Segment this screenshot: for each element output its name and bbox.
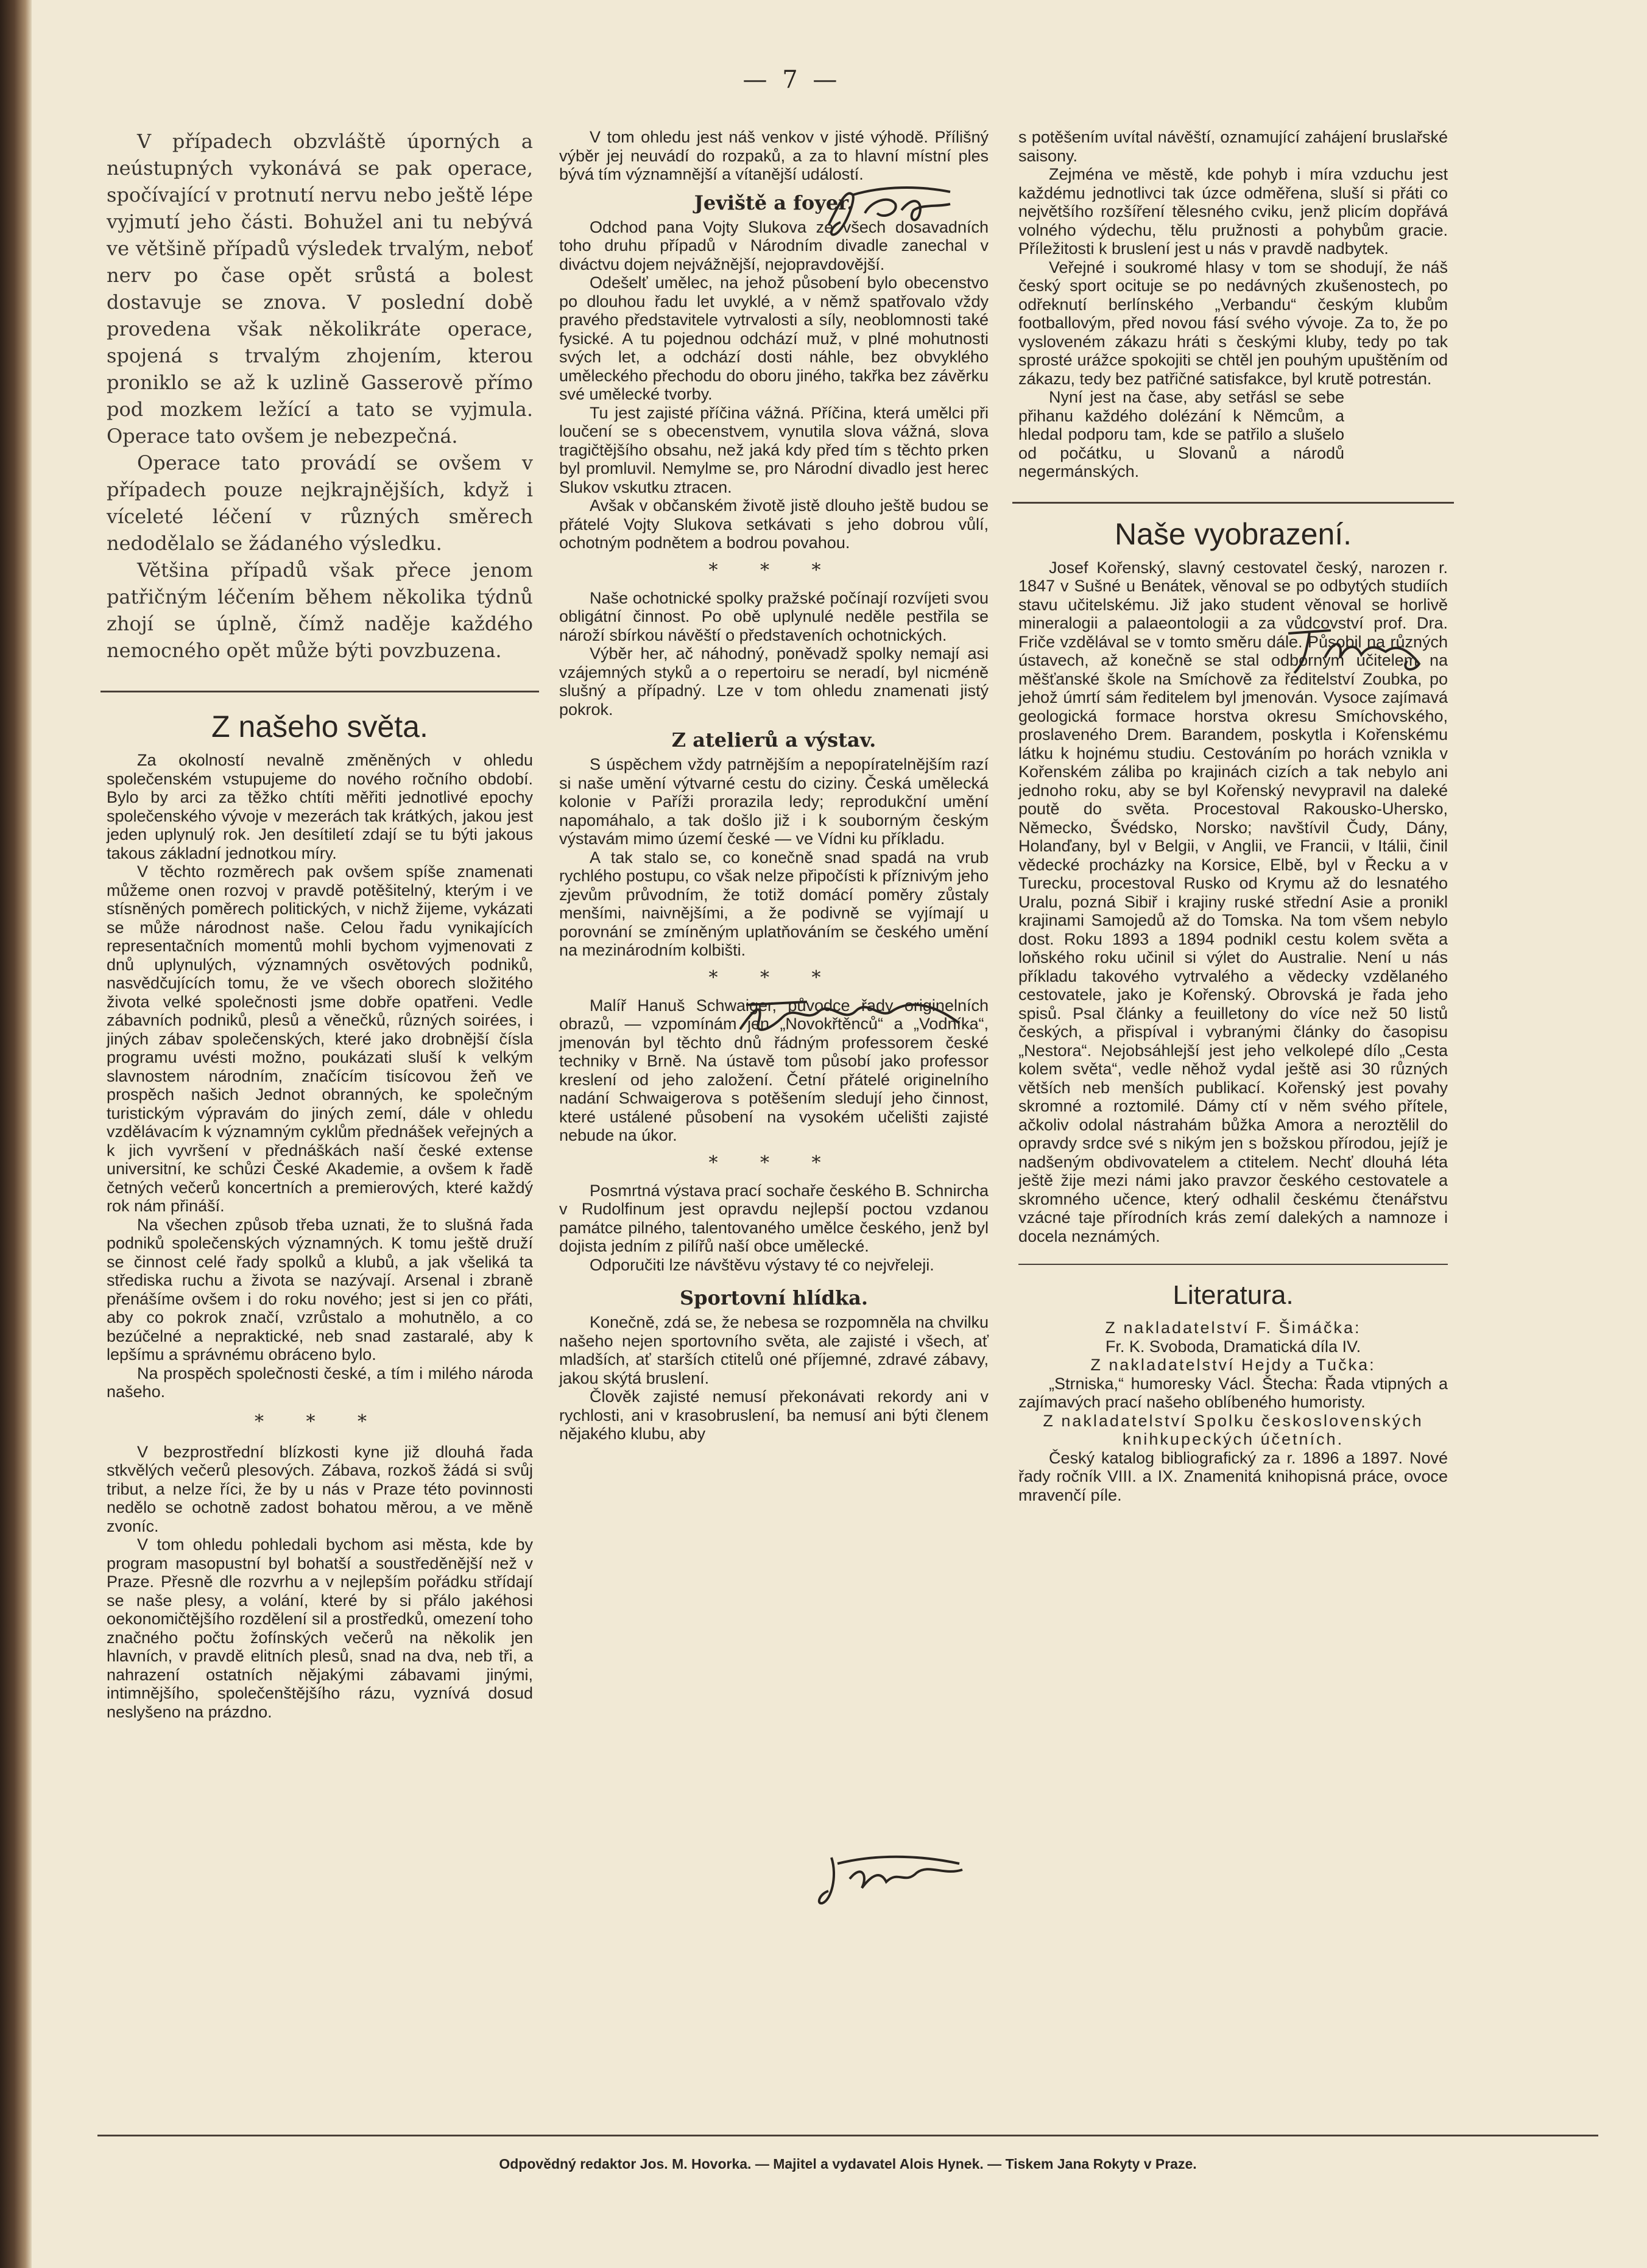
section-title-jeviste: Jeviště a foyer. xyxy=(694,191,854,214)
column-1 xyxy=(107,128,533,1721)
column-3 xyxy=(1018,128,1448,1504)
imprint-footer: Odpovědný redaktor Jos. M. Hovorka. — Majitel a vydavatel Alois Hynek. — Tiskem Jana Rokyty v Praze. xyxy=(499,2156,1197,2172)
section-title-sport: Sportovní hlídka. xyxy=(680,1286,868,1309)
signature-image xyxy=(1276,615,1428,682)
medical-paragraph: Většina případů však přece jenom patřičným léčením během několika týdnů zhojí se úplně, čímž naděje každého nemocného opět může býti povzbuzena. xyxy=(107,558,533,662)
column-2 xyxy=(559,128,989,1443)
signature-image xyxy=(734,987,965,1041)
article-paragraph: Odešelť umělec, na jehož působení bylo obecenstvo po dlouhou řadu let uvyklé, a v němž spatřovalo vždy pravého představitele vytrvalosti a síly, neoblomnosti také fysické. A tu pojednou odchází muž, v plné mohutnosti svých let, a odchází dosti náhle, bez obvyklého uměleckého přechodu do oboru jiného, takřka bez závěrku své umělecké tvorby. xyxy=(559,273,989,403)
article-paragraph: Zejména ve městě, kde pohyb i míra vzduchu jest každému jednotlivci tak úzce odměřena, sluší si přáti co největšího rozšíření tělesného cviku, jenž plicím dopřává volného výdechu, tělu pružnosti a pohybům gracie. Příležitosti k bruslení jest u nás v pravdě nadbytek. xyxy=(1018,165,1448,258)
section-stars: * * * xyxy=(254,1410,386,1432)
section-stars: * * * xyxy=(708,967,839,988)
section-title-literatura: Literatura. xyxy=(1173,1280,1294,1310)
article-paragraph: Posmrtná výstava prací sochaře českého B. Schnircha v Rudolfinum jest opravdu nejlepší poctou vzdanou památce pilného, talentovaného umělce českého, jenž byl dojista jedním z pilířů naší obce umělecké. xyxy=(559,1181,989,1255)
medical-paragraph: Operace tato provádí se ovšem v případech pouze nejkrajnějších, když i víceleté léčení v různých směrech nedodělalo se žádaného výsledku. xyxy=(107,451,533,555)
literature-publisher: Z nakladatelství Hejdy a Tučka: xyxy=(1090,1356,1376,1374)
article-paragraph: V těchto rozměrech pak ovšem spíše znamenati můžeme onen rozvoj v pravdě potěšitelný, kterým i ve stísněných poměrech politických, v nichž žijeme, vykázati se může národnost naše. Celou řadu vynikajících representačních momentů mohli bychom vyjmenovati z dnů uplynulých, významných osvětových podniků, nasvědčujících tomu, že ve všech oborech složitého života velké společnosti jsme dobře opatřeni. Vedle zábavních podniků, plesů a věnečků, různých soirées, i jiných zábav společenských, které jako drobnější čísla programu uvésti možno, poukázati sluší k velkým slavnostem národním, značícím tisícovou žeň ve prospěch našich Jednot obranných, ke společným turistickým výpravám do jiných zemí, dále v ohledu vzdělávacím k významným cyklům přednášek veřejných a k jich vyvršení v přednáškách naší české extense universitní, ke schůzi České Akademie, a ovšem k řadě četných večerů koncertních a premierových, které každý rok nám přináší. xyxy=(107,862,533,1215)
literature-work: Fr. K. Svoboda, Dramatická díla IV. xyxy=(1105,1337,1361,1356)
literature-work: „Strniska,“ humoresky Václ. Štecha: Řada vtipných a zajímavých prací našeho oblíbeného humoristy. xyxy=(1018,1374,1448,1411)
literature-publisher: Z nakladatelství F. Šimáčka: xyxy=(1105,1319,1361,1337)
section-title-atelier: Z atelierů a výstav. xyxy=(671,728,876,752)
article-paragraph: A tak stalo se, co konečně snad spadá na vrub rychlého postupu, co však nelze připočísti k příznivým jeho zjevům průvodním, že totiž domácí poměry zůstaly menšími, naivnějšími, a že podivně se vyjímají u porovnání se zmíněným uplatňováním se českého umění na mezinárodním kolbišti. xyxy=(559,848,989,959)
article-paragraph: Tu jest zajisté příčina vážná. Příčina, která umělci při loučení se s obecenstvem, vynutila slova vážná, slova tragičtějšího obsahu, než jaká kdy před tím s těchto prken byl promluvil. Nemylme se, pro Národní divadlo jest herec Slukov vskutku ztracen. xyxy=(559,403,989,496)
article-paragraph: Josef Kořenský, slavný cestovatel český, narozen r. 1847 v Sušné u Benátek, věnoval se po odbytých studiích stavu učitelskému. Již jako student věnoval se horlivě mineralogii a palaeontologii a za vůdcovství prof. Dra. Friče vzdělával se v tomto směru dále. Působil na různých ústavech, až konečně se stal odborným učitelem na měšťanské škole na Smíchově za ředitelství Zoubka, po jehož úmrtí sám ředitelem byl jmenován. Vysoce zajímavá geologická formace horstva okresu Smíchovského, proslaveného Drem. Barandem, poskytla i Kořenskému látku k hojnému studiu. Cestováním po horách vznikla v Kořenském záliba po krajinách cizích a tak nebylo ani jednoho roku, aby se byl Kořenský nevypravil na daleké poutě do světa. Procestoval Rakousko-Uhersko, Německo, Švédsko, Norsko; navštívil Čudy, Dány, Holanďany, byl v Belgii, v Anglii, ve Francii, v Itálii, činil vědecké procházky na Korsice, Elbě, byl v Řecku a v Turecku, procestoval Rusko od Krymu až do lesnatého Uralu, pozná Sibiř i krajiny ruské střední Asie a pronikl krajinami Samojedů až do Tomska. Na tom všem nebylo dost. Roku 1893 a 1894 podnikl cestu kolem světa a loňského roku učinil si výlet do Australie. Není u nás příkladu takového vytrvalého a vědecky vzdělaného cestovatele, jako je Kořenský. Obrovská je řada jeho spisů. Psal články a feuilletony do více než 50 listů českých, a přispíval i vybranými články do časopisu „Nestora“. Nejobsáhlejší jest jeho velkolepé dílo „Cesta kolem světa“, vedle něhož vydal ještě asi 30 různých větších neb menších publikací. Kořenský jest povahy skromné a roztomilé. Dámy ctí v něm svého přítele, ačkoliv odolal nástrahám bůžka Amora a neroztělil do opravdy srdce své s nikým jen s božskou přírodou, jejíž je nadšeným obdivovatelem a ctitelem. Nechť dlouhá léta ještě žije mezi námi jako pravzor českého cestovatele a skromného učence, který odhalil českému čtenářstvu vzácné taje přírodních krás zemí dalekých a namnoze i docela neznámých. xyxy=(1018,558,1448,1245)
footer-rule xyxy=(97,2135,1598,2136)
article-paragraph: Na prospěch společnosti české, a tím i milého národa našeho. xyxy=(107,1364,533,1401)
article-paragraph: Výběr her, ač náhodný, poněvadž spolky nemají asi vzájemných styků a o repertoiru se neradí, byl nicméně slušný a případný. Lze v tom ohledu znamenati jistý pokrok. xyxy=(559,644,989,719)
section-title-nasi-svet: Z našeho světa. xyxy=(211,710,428,744)
article-paragraph: Odporučiti lze návštěvu výstavy té co nejvřeleji. xyxy=(590,1255,934,1274)
literature-work: Český katalog bibliografický za r. 1896 a 1897. Nové řady ročník VIII. a IX. Znamenitá knihopisná práce, ovoce mravenčí píle. xyxy=(1018,1448,1448,1504)
article-paragraph: Naše ochotnické spolky pražské počínají rozvíjeti svou obligátní činnost. Po obě uplynulé neděle pestřila se nároží sbírkou návěští o představeních ochotnických. xyxy=(559,588,989,644)
article-paragraph: V tom ohledu pohledali bychom asi města, kde by program masopustní byl bohatší a soustředěnější než v Praze. Přesně dle rozvrhu a v nejlepším pořádku střídají se naše plesy, a volání, které by si přálo jakéhosi oekonomičtějšího rozdělení sil a prostředků, omezení toho značného počtu žofínských večerů na několik jen hlavních, v pravdě elitních plesů, snad na dva, neb tři, a nahrazení ostatních nějakými zábavami jinými, intimnějšího, společenštějšího rázu, vyznívá dosud neslyšeno na prázdno. xyxy=(107,1535,533,1721)
section-stars: * * * xyxy=(708,1152,839,1174)
article-paragraph: V tom ohledu jest náš venkov v jisté výhodě. Přílišný výběr jej neuvádí do rozpaků, a za to hlavní místní ples bývá tím významnější a vítanější událostí. xyxy=(559,128,989,183)
signature-image xyxy=(813,1845,972,1912)
article-paragraph: s potěšením uvítal návěští, oznamující zahájení bruslařské saisony. xyxy=(1018,128,1448,165)
article-paragraph: Za okolností nevalně změněných v ohledu společenském vstupujeme do nového ročního období. Bylo by arci za těžko chtíti měřiti jednotlivé epochy společenského vývoje v mezerách tak krátkých, jakou jest jeden uplynulý rok. Jen desítiletí zdají se tu býti jakous takous základní jednotkou míry. xyxy=(107,751,533,862)
article-paragraph: Nyní jest na čase, aby setřásl se sebe přihanu každého dolézání k Němcům, a hledal podporu tam, kde se patřilo a slušelo od počátku, u Slovanů a národů negermánských. xyxy=(1018,388,1344,481)
page-number: — 7 — xyxy=(742,66,841,94)
signature-image xyxy=(816,177,962,244)
section-stars: * * * xyxy=(708,559,839,581)
book-binding-edge xyxy=(0,0,32,2268)
section-divider xyxy=(1012,502,1454,504)
article-paragraph: Malíř Hanuš Schwaiger, původce řady originelních obrazů, — vzpomínám jen „Novokřtěnců“ a „Vodníka“, jmenován byl těchto dnů řádným professorem české techniky v Brně. Na ústavě tom působí jako professor kreslení od jeho založení. Četní přátelé originelního nadání Schwaigerova s potěšením sledují jeho činnost, které ustálené působení na vysokém učelišti zajisté nebude na úkor. xyxy=(559,996,989,1144)
literature-list xyxy=(1018,1319,1448,1504)
article-paragraph: Člověk zajisté nemusí překonávati rekordy ani v rychlosti, ani v krasobruslení, ba nemusí ani býti členem nějakého klubu, aby xyxy=(559,1387,989,1443)
literature-publisher: Z nakladatelství Spolku československých knihkupeckých účetních. xyxy=(1043,1411,1423,1448)
medical-paragraph: V případech obzvláště úporných a neústupných vykonává se pak operace, spočívající v protnutí nervu nebo ještě lépe vyjmutí jeho části. Bohužel ani tu nebývá ve většině případů výsledek trvalým, neboť nerv po čase opět srůstá a bolest dostavuje se znova. V poslední době provedena však několikráte operace, spojená s trvalým zhojením, kterou proniklo se až k uzlině Gasserově přímo pod mozkem ležící a tato se vyjmula. Operace tato ovšem je nebezpečná. xyxy=(107,130,533,448)
article-paragraph: Odchod pana Vojty Slukova ze všech dosavadních toho druhu případů v Národním divadle zanechal v diváctvu dojem nejvážnější, nejopravdovější. xyxy=(559,217,989,273)
section-divider xyxy=(1018,1264,1448,1265)
section-title-vyobrazeni: Naše vyobrazení. xyxy=(1114,516,1352,551)
section-divider xyxy=(101,691,539,692)
article-paragraph: V bezprostřední blízkosti kyne již dlouhá řada stkvělých večerů plesových. Zábava, rozkoš žádá si svůj tribut, a nelze říci, že by u nás v Praze této povinnosti nedělo se ochotně zadost bohatou měrou, a ve měně zvoníc. xyxy=(107,1442,533,1535)
article-paragraph: Na všechen způsob třeba uznati, že to slušná řada podniků společenských významných. K tomu ještě druží se činnost celé řady spolků a klubů, a jak všeliká ta střediska ruchu a života se nazývají. Arsenal i zbraně přenášíme ovšem i do roku nového; jest si jen co přáti, aby co pokrok značí, vzrůstalo a mohutnělo, a co bezúčelné a nepraktické, neb snad zastaralé, aby k lepšímu a správnému obráceno bylo. xyxy=(107,1215,533,1364)
article-paragraph: Avšak v občanském životě jistě dlouho ještě budou se přátelé Vojty Slukova setkávati s jeho dobrou vůlí, ochotným podnětem a bodrou povahou. xyxy=(559,496,989,552)
article-paragraph: S úspěchem vždy patrnějším a nepopíratelnějším razí si naše umění výtvarné cestu do ciziny. Česká umělecká kolonie v Paříži prorazila ledy; reprodukční umění napomáhalo, a tak došlo již i k souborným českým výstavám mimo území české — ve Vídni ku příkladu. xyxy=(559,755,989,848)
article-paragraph: Konečně, zdá se, že nebesa se rozpomněla na chvilku našeho nejen sportovního světa, ale zajisté i všech, ať mladších, ať starších ctitelů oné příjemné, zdravé zábavy, jakou skýtá bruslení. xyxy=(559,1313,989,1387)
article-paragraph: Veřejné i soukromé hlasy v tom se shodují, že náš český sport ocituje se po nedávných zkušenostech, po odřeknutí berlínského „Verbandu“ českým klubům footballovým, před novou fásí svého vývoje. Za to, že po vysloveném zákazu hráti s českými kluby, tedy po tak sprosté urážce spokojiti se chtěl jen pouhým upuštěním od zákazu, tedy bez patřičné satisfakce, byl krutě potrestán. xyxy=(1018,258,1448,388)
